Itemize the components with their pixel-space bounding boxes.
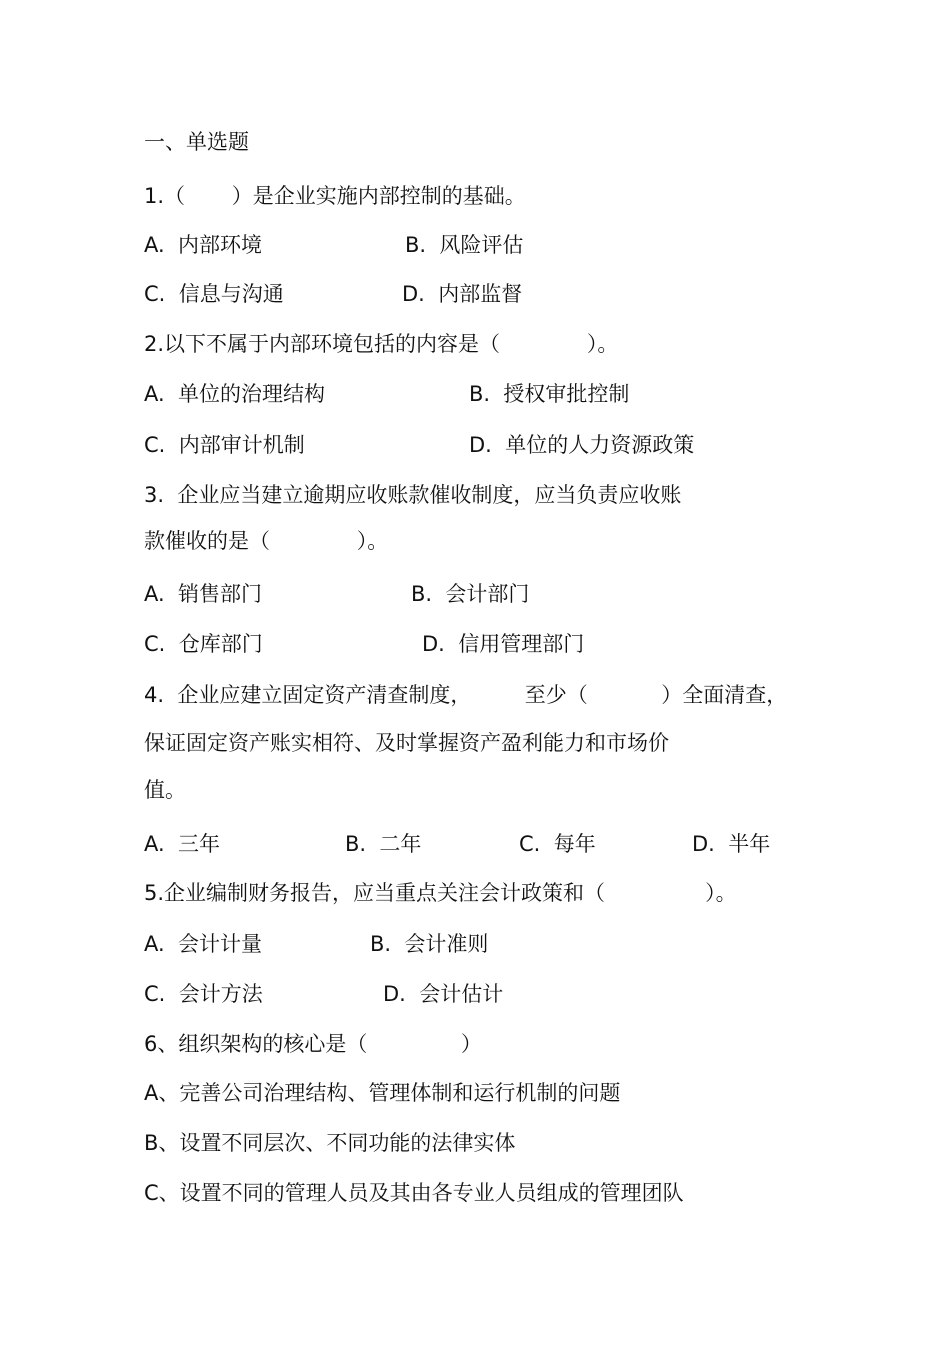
q6-stem: 6、组织架构的核心是（ ） xyxy=(144,1032,482,1056)
q5-option-d: D. 会计估计 xyxy=(383,982,504,1006)
q3-option-a: A. 销售部门 xyxy=(144,582,263,606)
q4-option-a: A. 三年 xyxy=(144,832,221,856)
q2-option-a: A. 单位的治理结构 xyxy=(144,382,326,406)
q5-option-b: B. 会计准则 xyxy=(370,932,489,956)
q2-option-b: B. 授权审批控制 xyxy=(469,382,630,406)
q1-option-d: D. 内部监督 xyxy=(402,282,523,306)
q4-stem-line1: 4. 企业应建立固定资产清查制度， 至少（ ）全面清查， xyxy=(144,683,788,707)
q6-option-c: C、设置不同的管理人员及其由各专业人员组成的管理团队 xyxy=(144,1181,684,1205)
q4-option-b: B. 二年 xyxy=(345,832,422,856)
q1-option-b: B. 风险评估 xyxy=(405,233,524,257)
section-title: 一、单选题 xyxy=(144,130,249,154)
q3-stem-line2: 款催收的是（ ）。 xyxy=(144,529,389,553)
q5-option-c: C. 会计方法 xyxy=(144,982,263,1006)
q5-stem: 5.企业编制财务报告，应当重点关注会计政策和（ ）。 xyxy=(144,881,737,905)
q4-option-c: C. 每年 xyxy=(519,832,596,856)
q1-option-a: A. 内部环境 xyxy=(144,233,263,257)
q1-stem: 1.（ ）是企业实施内部控制的基础。 xyxy=(144,184,526,208)
q6-option-b: B、设置不同层次、不同功能的法律实体 xyxy=(144,1131,516,1155)
q5-option-a: A. 会计计量 xyxy=(144,932,263,956)
q2-option-c: C. 内部审计机制 xyxy=(144,433,305,457)
q6-option-a: A、完善公司治理结构、管理体制和运行机制的问题 xyxy=(144,1081,621,1105)
q3-option-d: D. 信用管理部门 xyxy=(422,632,585,656)
q1-option-c: C. 信息与沟通 xyxy=(144,282,284,306)
q4-stem-line3: 值。 xyxy=(144,778,186,802)
q4-option-d: D. 半年 xyxy=(692,832,771,856)
q3-option-b: B. 会计部门 xyxy=(411,582,530,606)
q2-option-d: D. 单位的人力资源政策 xyxy=(469,433,695,457)
q3-stem-line1: 3. 企业应当建立逾期应收账款催收制度，应当负责应收账 xyxy=(144,483,682,507)
q3-option-c: C. 仓库部门 xyxy=(144,632,263,656)
q4-stem-line2: 保证固定资产账实相符、及时掌握资产盈利能力和市场价 xyxy=(144,731,669,755)
q2-stem: 2.以下不属于内部环境包括的内容是（ ）。 xyxy=(144,332,619,356)
